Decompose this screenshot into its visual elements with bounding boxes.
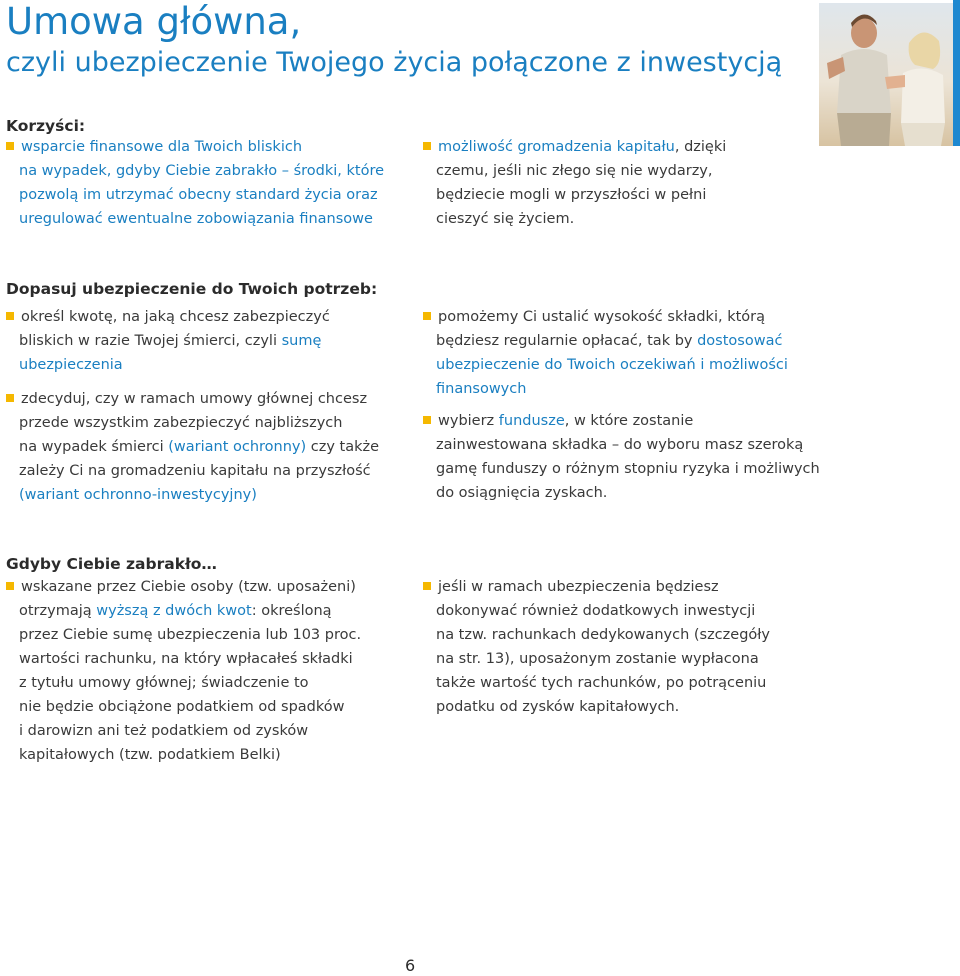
page-number: 6 bbox=[405, 956, 416, 975]
bullet-square-icon bbox=[423, 416, 431, 424]
bullet-square-icon bbox=[423, 582, 431, 590]
absence-heading: Gdyby Ciebie zabrakło… bbox=[6, 555, 217, 573]
list-item: zdecyduj, czy w ramach umowy głównej chcesz bbox=[6, 387, 379, 411]
page-title: Umowa główna, bbox=[6, 0, 302, 43]
hero-photo bbox=[819, 3, 960, 146]
absence-left: wskazane przez Ciebie osoby (tzw. uposażeni) otrzymają wyższą z dwóch kwot: określoną przez Ciebie sumę ubezpieczenia lub 103 proc. wartości rachunku, na który wpłacałeś składki z tytułu umowy głównej; świadczenie to nie będzie obciążone podatkiem od spadków i darowizn ani też podatkiem od zysków kapitałowych (tzw. podatkiem Belki) bbox=[6, 575, 361, 767]
list-item: wsparcie finansowe dla Twoich bliskich bbox=[6, 135, 384, 159]
bullet-square-icon bbox=[6, 142, 14, 150]
page-subtitle: czyli ubezpieczenie Twojego życia połączone z inwestycją bbox=[6, 47, 783, 78]
bullet-square-icon bbox=[6, 582, 14, 590]
adjust-heading: Dopasuj ubezpieczenie do Twoich potrzeb: bbox=[6, 280, 378, 298]
list-item: pomożemy Ci ustalić wysokość składki, którą bbox=[423, 305, 820, 329]
adjust-right: pomożemy Ci ustalić wysokość składki, którą będziesz regularnie opłacać, tak by dostosować ubezpieczenie do Twoich oczekiwań i możliwości finansowych wybierz fundusze, w które zostanie zainwestowana składka – do wyboru masz szeroką gamę funduszy o różnym stopniu ryzyka i możliwych do osiągnięcia zyskach. bbox=[423, 305, 820, 505]
benefits-heading: Korzyści: bbox=[6, 117, 86, 135]
benefits-left: wsparcie finansowe dla Twoich bliskich na wypadek, gdyby Ciebie zabrakło – środki, które pozwolą im utrzymać obecny standard życia oraz uregulować ewentualne zobowiązania finansowe bbox=[6, 135, 384, 231]
absence-right: jeśli w ramach ubezpieczenia będziesz dokonywać również dodatkowych inwestycji na tzw. rachunkach dedykowanych (szczegóły na str. 13), uposażonym zostanie wypłacona także wartość tych rachunków, po potrąceniu podatku od zysków kapitałowych. bbox=[423, 575, 770, 719]
bullet-square-icon bbox=[423, 142, 431, 150]
bullet-square-icon bbox=[423, 312, 431, 320]
couple-photo-illustration bbox=[819, 3, 960, 146]
accent-bar bbox=[953, 0, 960, 146]
list-item: jeśli w ramach ubezpieczenia będziesz bbox=[423, 575, 770, 599]
list-item: możliwość gromadzenia kapitału, dzięki bbox=[423, 135, 726, 159]
benefits-right: możliwość gromadzenia kapitału, dzięki czemu, jeśli nic złego się nie wydarzy, będziecie mogli w przyszłości w pełni cieszyć się życiem. bbox=[423, 135, 726, 231]
adjust-left: określ kwotę, na jaką chcesz zabezpieczyć bliskich w razie Twojej śmierci, czyli sumę ubezpieczenia zdecyduj, czy w ramach umowy głównej chcesz przede wszystkim zabezpieczyć najbliższych na wypadek śmierci (wariant ochronny) czy także zależy Ci na gromadzeniu kapitału na przyszłość (wariant ochronno-inwestycyjny) bbox=[6, 305, 379, 507]
bullet-square-icon bbox=[6, 394, 14, 402]
list-item: wskazane przez Ciebie osoby (tzw. uposażeni) bbox=[6, 575, 361, 599]
list-item: określ kwotę, na jaką chcesz zabezpieczyć bbox=[6, 305, 379, 329]
list-item: wybierz fundusze, w które zostanie bbox=[423, 409, 820, 433]
bullet-square-icon bbox=[6, 312, 14, 320]
